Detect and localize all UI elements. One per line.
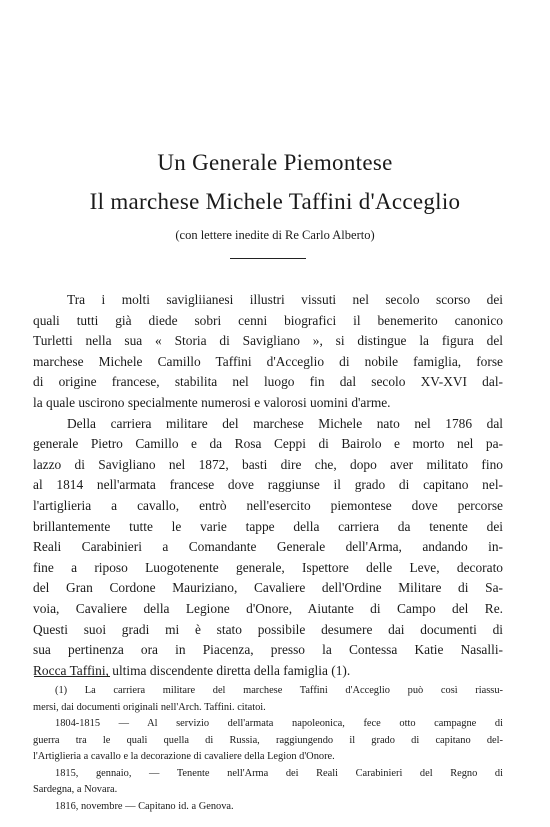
- footnote-line: mersi, dai documenti originali nell'Arch. Taffini. citatoi.: [33, 701, 266, 713]
- body-line: di origine francese, stabilita nel luogo fin dal secolo XV-XVI dal-: [33, 374, 503, 390]
- body-line: brillantemente tutte le varie tappe della carriera da tenente dei: [33, 518, 503, 534]
- body-line: al 1814 nell'armata francese dove raggiunse il grado di capitano nel-: [33, 477, 503, 493]
- body-line: sua pertinenza ora in Piacenza, presso la Contessa Katie Nasalli-: [33, 642, 503, 658]
- body-line: Tra i molti savigliianesi illustri vissuti nel secolo scorso dei: [67, 292, 503, 307]
- body-line: voia, Cavaliere della Legione d'Onore, Aiutante di Campo del Re.: [33, 600, 503, 616]
- title-divider: [230, 258, 306, 259]
- footnote-line: 1804-1815 — Al servizio dell'armata napoleonica, fece otto campagne di: [55, 718, 503, 729]
- article-subtitle-name: Il marchese Michele Taffini d'Acceglio: [89, 189, 461, 214]
- body-line: Rocca Taffini, ultima discendente diretta della famiglia (1).: [33, 662, 351, 678]
- body-line: Questi suoi gradi mi è stato possibile desumere dai documenti di: [33, 621, 503, 637]
- footnote-line: 1816, novembre — Capitano id. a Genova.: [55, 800, 234, 812]
- footnote-line: (1) La carriera militare del marchese Taffini d'Acceglio può così riassu-: [55, 685, 503, 696]
- footnote-line: Sardegna, a Novara.: [33, 784, 118, 795]
- body-line: Turletti nella sua « Storia di Savigliano », si distingue la figura del: [33, 333, 503, 349]
- body-line: generale Pietro Camillo e da Rosa Ceppi di Bairolo e morto nel pa-: [33, 436, 503, 452]
- body-line: l'artiglieria a cavallo, entrò nell'esercito piemontese dove percorse: [33, 497, 503, 513]
- body-line: quali tutti già diede sobri cenni biografici il benemerito canonico: [33, 312, 503, 328]
- article-title: Un Generale Piemontese: [157, 150, 393, 175]
- body-line: marchese Michele Camillo Taffini d'Acceglio di nobile famiglia, forse: [33, 353, 503, 369]
- body-line: la quale uscirono specialmente numerosi e valorosi uomini d'arme.: [33, 394, 391, 410]
- footnote-line: guerra tra le quali quella di Russia, raggiungendo il grado di capitano del-: [33, 734, 503, 746]
- footnotes: [33, 683, 503, 815]
- body-line: fine a riposo Luogotenente generale, Ispettore delle Leve, decorato: [33, 559, 503, 575]
- body-text: [33, 290, 503, 681]
- body-line: Della carriera militare del marchese Michele nato nel 1786 dal: [67, 415, 503, 431]
- body-line: lazzo di Savigliano nel 1872, basti dire che, dopo aver militato fino: [33, 456, 503, 472]
- footnote-line: l'Artiglieria a cavallo e la decorazione di cavaliere della Legion d'Onore.: [33, 751, 335, 762]
- body-line: Reali Carabinieri a Comandante Generale dell'Arma, andando in-: [33, 539, 503, 555]
- footnote-divider: [34, 676, 110, 677]
- footnote-line: 1815, gennaio, — Tenente nell'Arma dei Reali Carabinieri del Regno di: [55, 767, 503, 779]
- article-subheading: (con lettere inedite di Re Carlo Alberto): [175, 228, 375, 242]
- body-line: del Gran Cordone Mauriziano, Cavaliere dell'Ordine Militare di Sa-: [33, 580, 503, 596]
